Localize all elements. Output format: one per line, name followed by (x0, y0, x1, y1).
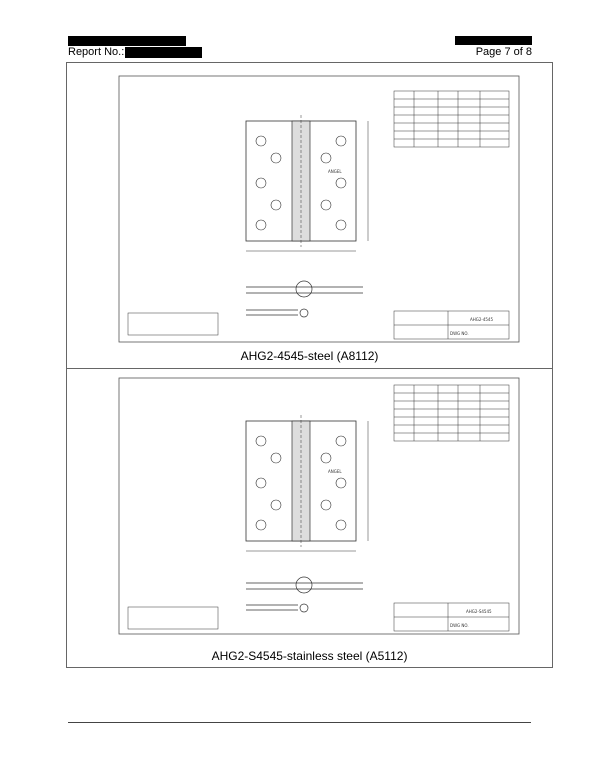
title-block-dwg-2: DWG NO. (450, 623, 469, 628)
technical-drawing-2 (118, 377, 518, 637)
drawing-caption-1: AHG2-4545-steel (A8112) (240, 349, 379, 363)
title-block-part-2: AHG2-S4545 (466, 609, 492, 614)
redaction-header-left (68, 36, 186, 46)
brand-mark-2: ANGEL (328, 469, 342, 474)
technical-drawing-1 (118, 75, 518, 335)
hinge-drawing-svg-2 (118, 377, 520, 635)
drawing-caption-2: AHG2-S4545-stainless steel (A5112) (211, 649, 408, 663)
footer-divider (68, 722, 531, 723)
title-block-dwg-1: DWG NO. (450, 331, 469, 336)
brand-mark-1: ANGEL (328, 169, 342, 174)
report-no-label: Report No.: (68, 46, 125, 58)
hinge-drawing-svg-1 (118, 75, 520, 343)
redaction-report-no (125, 47, 202, 58)
redaction-header-right (455, 36, 532, 45)
drawing-panel-2 (66, 368, 553, 668)
title-block-part-1: AHG2-4545 (470, 317, 494, 322)
page-number: Page 7 of 8 (475, 46, 532, 58)
drawing-panel-1 (66, 62, 553, 370)
